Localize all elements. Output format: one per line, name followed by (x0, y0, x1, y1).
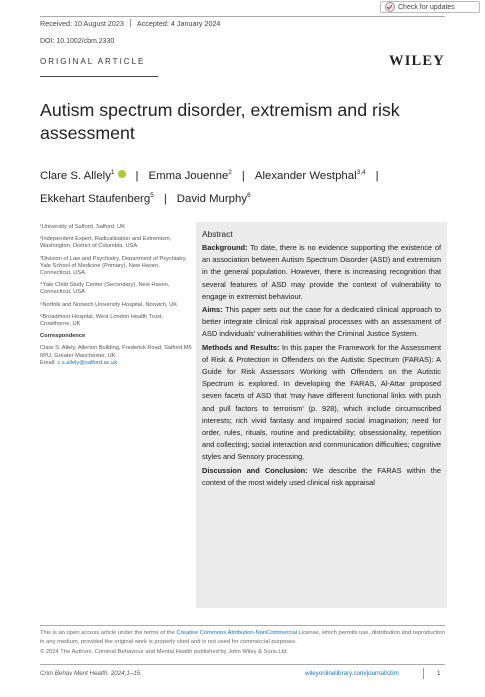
received-date: Received: 10 August 2023 (40, 19, 124, 28)
abstract-box (196, 222, 447, 608)
affiliation: ³Division of Law and Psychiatry, Department of Psychiatry, Yale School of Medicine (Primary), New Haven, Connecticut, USA (40, 255, 187, 277)
correspondence-address: Clare S. Allely, Allerton Building, Frederick Road, Salford M6 6PU, Greater Manchester, UK. Email: c.s.allely@salford.ac.uk (40, 345, 192, 366)
affiliation: ⁴Yale Child Study Center (Secondary), New Haven, Connecticut, USA (40, 282, 170, 296)
journal-url-link[interactable]: wileyonlinelibrary.com/journal/cbm (305, 670, 399, 677)
abstract-discussion: Discussion and Conclusion: We describe the FARAS within the context of the most widely used clinical risk appraisal (202, 465, 441, 487)
page-number: 1 (437, 670, 441, 677)
abstract-background: Background: To date, there is no evidence supporting the existence of an association between Autism Spectrum Disorder (ASD) and extremism in the general population. However, there is increasing recognition that several features of ASD may provide the context of vulnerability to engage in extremist behaviour. (202, 243, 442, 301)
affiliations (40, 224, 192, 372)
affiliation: ⁵Norfolk and Norwich University Hospital, Norwich, UK (40, 301, 178, 308)
correspondence-heading: Correspondence (40, 333, 86, 340)
top-rule (40, 16, 445, 17)
abstract-heading: Abstract (202, 229, 233, 239)
author[interactable]: David Murphy$^6$ (176, 191, 251, 205)
footer-rule (40, 625, 445, 626)
copyright: © 2024 The Authors. Criminal Behaviour and Mental Health published by John Wiley & Sons Ltd. (40, 649, 289, 655)
author-list: Clare S. Allely$^1$ | Emma Jouenne$^2$ | Alexander Westphal$^{3,4}$ | Ekkehart Staufenberg$^5$ | David Murphy$^6$ (40, 169, 379, 205)
divider (130, 19, 131, 27)
accepted-date: Accepted: 4 January 2024 (136, 19, 221, 28)
license-link[interactable]: Creative Commons Attribution-NonCommercial (176, 630, 298, 636)
author[interactable]: Alexander Westphal$^{3,4}$ (254, 169, 366, 182)
abstract-methods: Methods and Results: In this paper the Framework for the Assessment of Risk & Protection in Offenders on the Autistic Spectrum (FARAS): A Guide for Risk Assessors Working with Offenders on the Autistic Spectrum is explored. In developing the FARAS, Al-Attar proposed seven facets of ASD that 'may have different functional links with push and pull factors to terrorism' (p. 928), which include circumscribed interests; rich vivid fantasy and impaired social imagination; need for order, rules, rituals, routine and predictability; obsessionality, repetition and collecting; social interaction and communication difficulties; cognitive styles and Sensory processing. (202, 342, 441, 462)
affiliation: ²Independent Expert, Radicalisation and Extremism, Washington, District of Columbia, USA (40, 236, 172, 250)
page-divider (423, 668, 424, 679)
article-type: ORIGINAL ARTICLE (40, 57, 146, 66)
publisher-logo: WILEY (389, 53, 445, 69)
check-for-updates-label: Check for updates (398, 3, 455, 11)
check-for-updates-badge[interactable] (380, 1, 480, 13)
email-link[interactable]: c.s.allely@salford.ac.uk (57, 359, 118, 366)
bottom-rule (40, 664, 445, 665)
abstract-aims: Aims: This paper sets out the case for a dedicated clinical approach to better integrate clinical risk appraisal processes with an assessment of ASD individuals' vulnerabilities within the Criminal Justice System. (202, 305, 441, 339)
article-type-rule (40, 76, 158, 77)
orcid-icon[interactable] (118, 170, 126, 178)
author[interactable]: Ekkehart Staufenberg$^5$ (40, 191, 154, 205)
affiliation: ⁶Broadmoor Hospital, West London Health Trust, Crowthorne, UK (40, 313, 163, 328)
journal-citation: Crim Behav Ment Health. 2024;1–15. (40, 670, 142, 677)
affiliation: ¹University of Salford, Salford, UK (40, 224, 126, 230)
doi[interactable]: DOI: 10.1002/cbm.2330 (40, 38, 115, 45)
check-mark-icon (385, 2, 395, 12)
article-dates (40, 19, 220, 28)
author[interactable]: Emma Jouenne$^2$ (148, 169, 232, 182)
license-notice: This is an open access article under the terms of the Creative Commons Attribution-NonCommercial License, which permits use, distribution and reproduction in any medium, provided the original work is properly cited and is not used for commercial purposes. (40, 630, 445, 645)
author[interactable]: Clare S. Allely$^1$ (40, 169, 115, 182)
paper-title: Autism spectrum disorder, extremism and risk assessment (40, 100, 400, 143)
